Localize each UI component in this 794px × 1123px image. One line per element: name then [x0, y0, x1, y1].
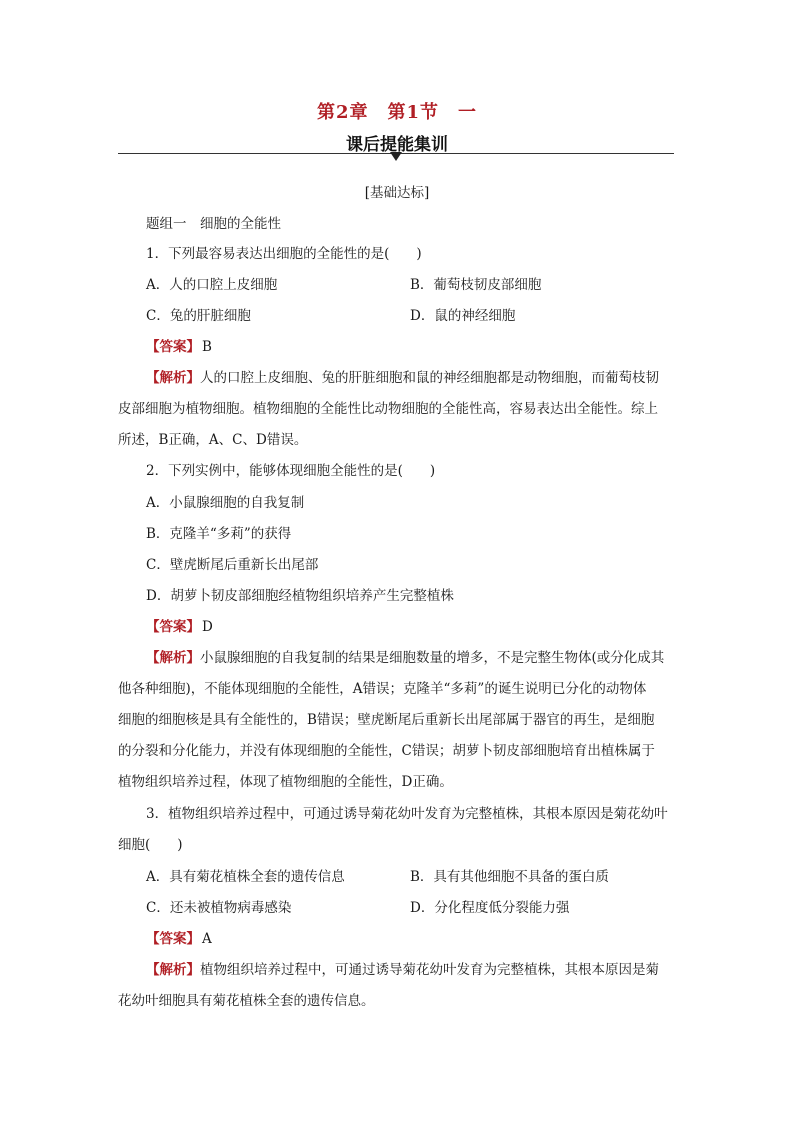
q2-analysis-line-4: 的分裂和分化能力，并没有体现细胞的全能性，C错误；胡萝卜韧皮部细胞培育出植株属于: [118, 743, 655, 759]
q2-option-d: D．胡萝卜韧皮部细胞经植物组织培养产生完整植株: [146, 588, 454, 604]
q1-analysis-line-1: [146, 368, 659, 388]
q3-option-b: B．具有其他细胞不具备的蛋白质: [410, 869, 609, 885]
q1-option-b: B．葡萄枝韧皮部细胞: [410, 277, 542, 293]
q3-option-a: A．具有菊花植株全套的遗传信息: [146, 869, 345, 885]
triangle-down-icon: [390, 152, 402, 161]
answer-value: A: [202, 931, 212, 947]
q1-stem: 1．下列最容易表达出细胞的全能性的是( ): [146, 246, 422, 262]
q1-option-a: A．人的口腔上皮细胞: [146, 277, 278, 293]
q2-option-b: B．克隆羊“多莉”的获得: [146, 526, 292, 542]
analysis-tag: 【解析】: [146, 962, 200, 978]
answer-tag: 【答案】: [146, 339, 200, 355]
q3-option-d: D．分化程度低分裂能力强: [410, 900, 570, 916]
section-title: 课后提能集训: [346, 135, 448, 155]
q2-option-c: C．壁虎断尾后重新长出尾部: [146, 557, 319, 573]
q3-analysis-line-1: [146, 960, 659, 980]
q1-option-d: D．鼠的神经细胞: [410, 308, 516, 324]
q2-analysis-line-1: [146, 648, 664, 668]
analysis-text: 人的口腔上皮细胞、兔的肝脏细胞和鼠的神经细胞都是动物细胞，而葡萄枝韧: [200, 370, 659, 386]
q3-stem-line-2: 细胞( ): [118, 837, 183, 853]
topic-group-heading: 题组一 细胞的全能性: [146, 216, 281, 232]
answer-value: B: [202, 339, 212, 355]
q2-answer: [146, 617, 213, 637]
level-label: [基础达标]: [364, 185, 430, 201]
analysis-text: 植物组织培养过程中，可通过诱导菊花幼叶发育为完整植株，其根本原因是菊: [200, 962, 659, 978]
analysis-tag: 【解析】: [146, 650, 200, 666]
q1-analysis-line-3: 所述，B正确，A、C、D错误。: [118, 432, 308, 448]
q2-analysis-line-3: 细胞的细胞核是具有全能性的，B错误；壁虎断尾后重新长出尾部属于器官的再生，是细胞: [118, 712, 655, 728]
q1-answer: [146, 337, 212, 357]
q3-answer: [146, 929, 212, 949]
q1-analysis-line-2: 皮部细胞为植物细胞。植物细胞的全能性比动物细胞的全能性高，容易表达出全能性。综上: [118, 401, 658, 417]
answer-tag: 【答案】: [146, 619, 200, 635]
q3-option-c: C．还未被植物病毒感染: [146, 900, 292, 916]
q2-stem: 2．下列实例中，能够体现细胞全能性的是( ): [146, 463, 436, 479]
q3-stem-line-1: 3．植物组织培养过程中，可通过诱导菊花幼叶发育为完整植株，其根本原因是菊花幼叶: [146, 806, 668, 822]
chapter-title: 第2章 第1节 一: [316, 102, 478, 123]
answer-value: D: [202, 619, 213, 635]
q2-analysis-line-2: 他各种细胞)，不能体现细胞的全能性，A错误；克隆羊“多莉”的诞生说明已分化的动物体: [118, 681, 647, 697]
analysis-tag: 【解析】: [146, 370, 200, 386]
q2-analysis-line-5: 植物组织培养过程，体现了植物细胞的全能性，D正确。: [118, 774, 453, 790]
q3-analysis-line-2: 花幼叶细胞具有菊花植株全套的遗传信息。: [118, 993, 375, 1009]
q1-option-c: C．兔的肝脏细胞: [146, 308, 251, 324]
answer-tag: 【答案】: [146, 931, 200, 947]
analysis-text: 小鼠腺细胞的自我复制的结果是细胞数量的增多，不是完整生物体(或分化成其: [200, 650, 665, 666]
q2-option-a: A．小鼠腺细胞的自我复制: [146, 495, 305, 511]
